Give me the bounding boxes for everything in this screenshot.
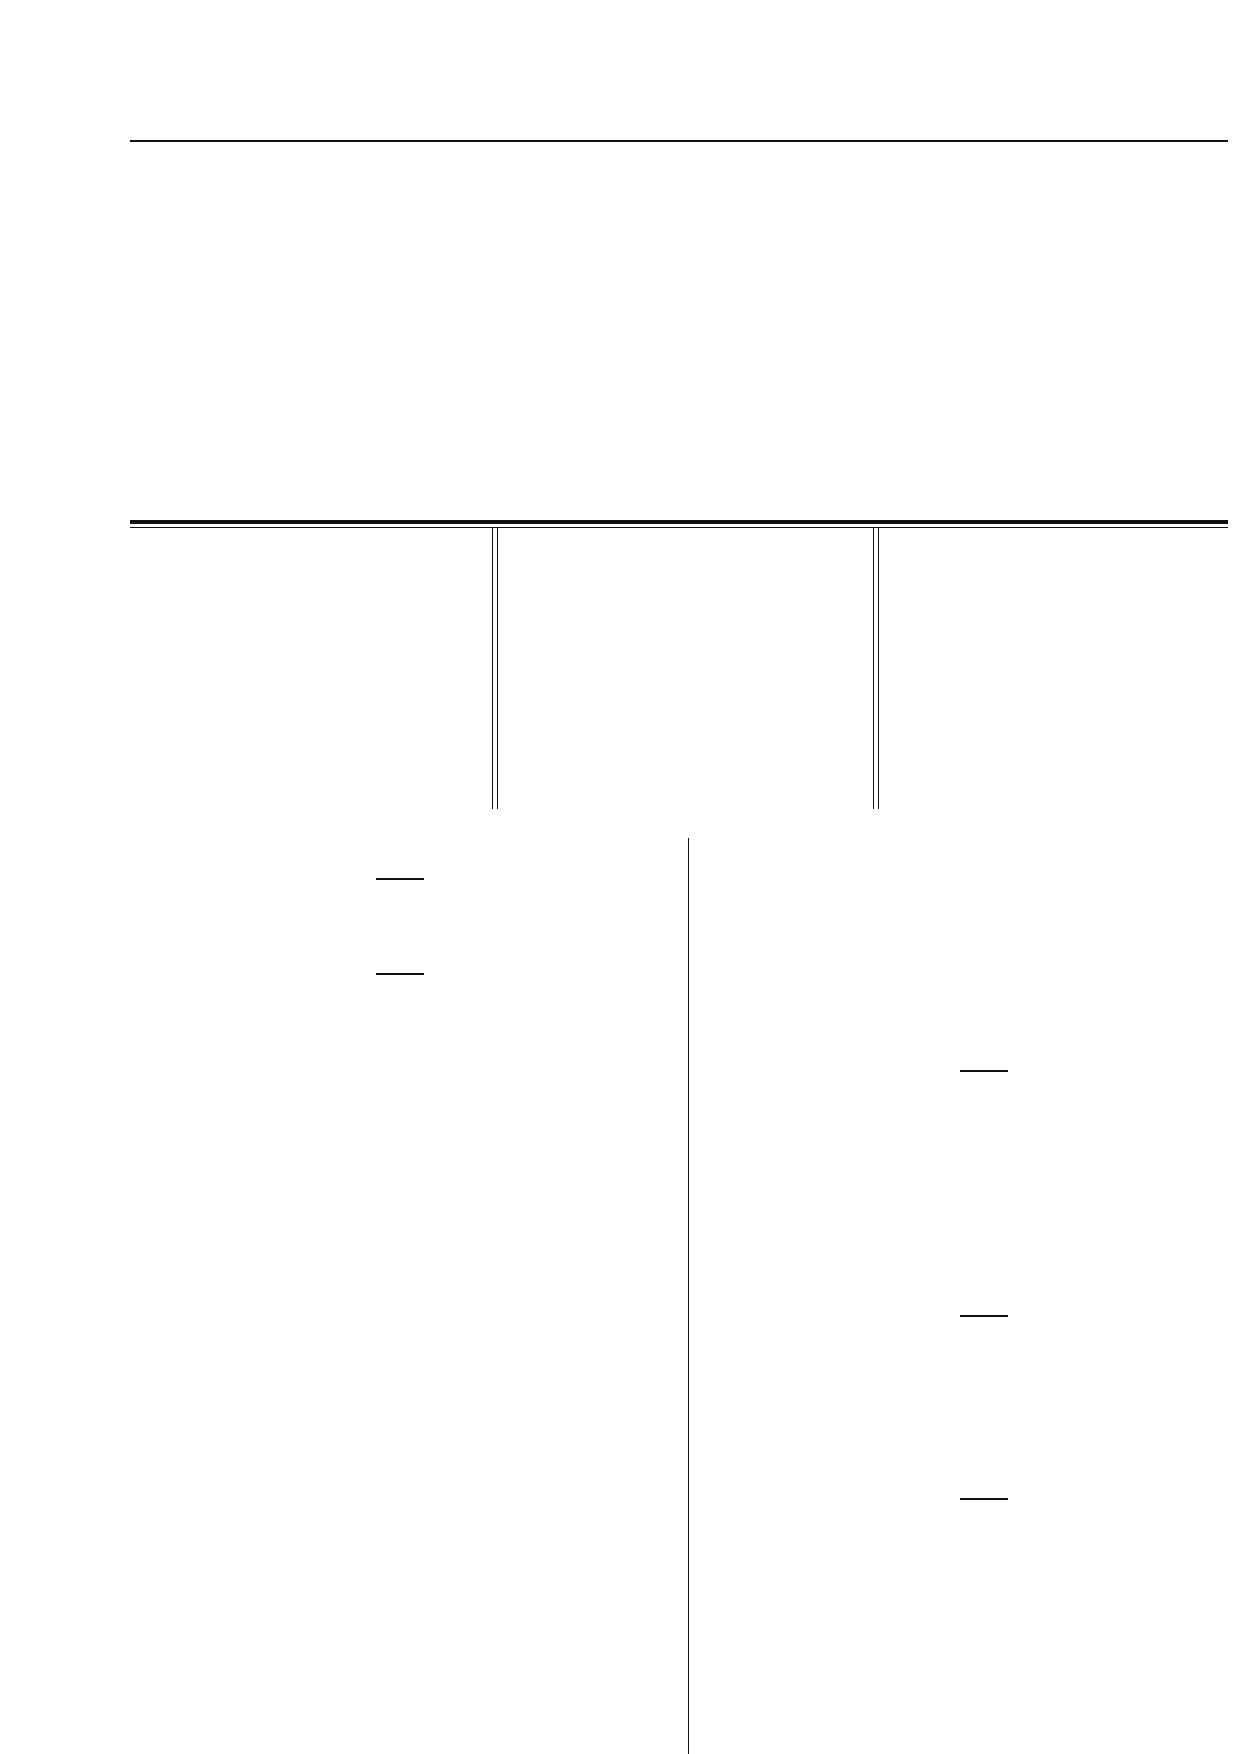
insertions-box bbox=[512, 538, 857, 578]
box-divider-2 bbox=[873, 527, 874, 809]
header-rule bbox=[130, 140, 1228, 142]
masthead-rule-thin bbox=[130, 527, 1228, 528]
securite-rule bbox=[960, 1315, 1008, 1317]
relations-rule bbox=[960, 1498, 1008, 1500]
masthead-rule-thick bbox=[130, 520, 1228, 524]
column-divider bbox=[688, 838, 689, 1754]
partie-rule bbox=[376, 973, 424, 975]
transports-rule bbox=[960, 1070, 1008, 1072]
box-divider-1 bbox=[492, 527, 493, 809]
box-divider-2b bbox=[878, 527, 879, 809]
abonnements-box bbox=[130, 538, 485, 552]
sommaire-rule bbox=[376, 878, 424, 880]
annonces-box bbox=[890, 538, 1228, 592]
box-divider-1b bbox=[497, 527, 498, 809]
